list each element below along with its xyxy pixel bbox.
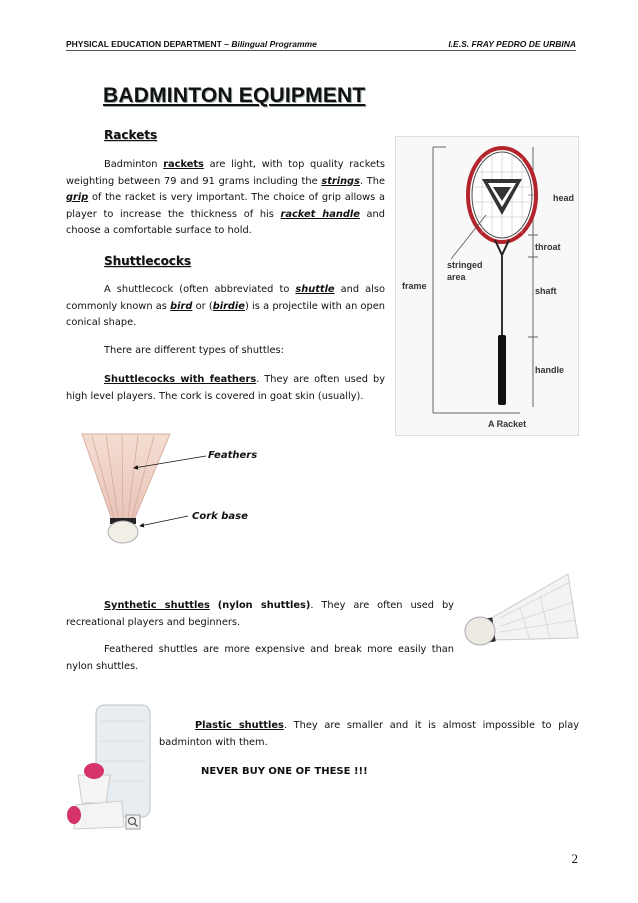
label-shaft: shaft — [535, 286, 557, 296]
label-handle: handle — [535, 365, 565, 375]
text: . They are often used by recreational players and beginners. — [66, 600, 454, 628]
label-stringed: stringed — [447, 260, 483, 270]
label-cork-base: Cork base — [192, 511, 248, 522]
text: are light, with top quality rackets weighting between 79 and 91 grams including the — [66, 159, 385, 187]
racket-diagram — [395, 136, 579, 436]
plastic-shuttlecock-image — [66, 701, 156, 833]
nylon-shuttlecock-image — [460, 568, 580, 656]
shuttlecock-definition: A shuttlecock (often abbreviated to shuttle and also commonly known as bird or (birdie) is a projectile with an open conical shape. — [66, 284, 386, 328]
text: ) is a projectile with an open conical shape. — [66, 300, 385, 328]
label-throat: throat — [535, 242, 561, 252]
label-area: area — [447, 272, 466, 282]
text: of the racket is very important. The choice of grip allows a player to increase the thickness of his — [66, 192, 385, 220]
page-number: 2 — [571, 851, 578, 866]
shuttlecocks-heading: Shuttlecocks — [104, 254, 192, 268]
warning-text: NEVER BUY ONE OF THESE !!! — [201, 766, 368, 777]
header-divider — [66, 50, 576, 51]
text: and choose a comfortable surface to hold. — [66, 208, 385, 236]
header-left — [66, 39, 317, 49]
text: and also commonly known as — [66, 284, 386, 312]
text: A shuttlecock (often abbreviated to — [104, 284, 290, 295]
term-nylon: (nylon shuttles) — [217, 600, 311, 611]
text: . They are often used by high level players. The cork is covered in goat skin (usually). — [66, 374, 386, 402]
plastic-paragraph — [159, 718, 579, 751]
term-shuttle: shuttle — [295, 284, 335, 295]
rackets-paragraph — [66, 157, 385, 240]
rackets-heading: Rackets — [104, 128, 158, 142]
text: or — [195, 300, 206, 312]
term-racket-handle: racket handle — [280, 208, 360, 220]
text: Badminton — [104, 159, 158, 170]
text: . The — [359, 175, 385, 187]
racket-caption: A Racket — [488, 419, 527, 429]
term-rackets: rackets — [163, 159, 204, 170]
term-synthetic-shuttles: Synthetic shuttles — [104, 600, 210, 611]
comparison-paragraph: Feathered shuttles are more expensive and break more easily than nylon shuttles. — [66, 644, 454, 672]
feathers-paragraph — [66, 372, 385, 405]
term-bird: bird — [170, 300, 193, 312]
header-programme: Bilingual Programme — [231, 39, 317, 49]
label-feathers: Feathers — [208, 450, 258, 461]
header-school: I.E.S. FRAY PEDRO DE URBINA — [448, 39, 576, 49]
types-intro: There are different types of shuttles: — [104, 345, 284, 356]
synthetic-paragraph — [66, 598, 454, 631]
text: . They are smaller and it is almost impossible to play badminton with them. — [159, 720, 580, 748]
term-birdie: birdie — [212, 300, 245, 312]
term-strings: strings — [321, 175, 360, 187]
header-department: PHYSICAL EDUCATION DEPARTMENT – — [66, 39, 229, 49]
label-head: head — [553, 193, 575, 203]
term-grip: grip — [66, 192, 89, 203]
page-title: BADMINTON EQUIPMENT — [103, 84, 366, 107]
label-frame: frame — [402, 281, 427, 291]
term-plastic-shuttles: Plastic shuttles — [195, 720, 284, 731]
term-feather-shuttles: Shuttlecocks with feathers — [104, 374, 257, 385]
